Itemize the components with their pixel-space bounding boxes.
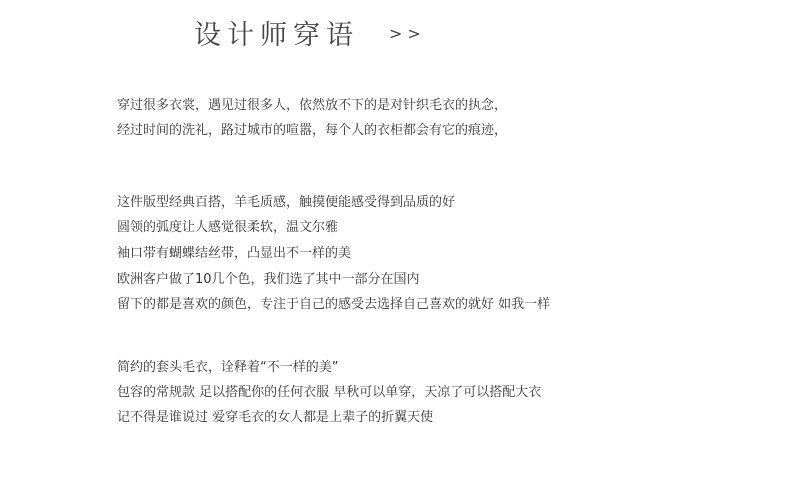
text-line: 经过时间的洗礼，路过城市的喧嚣，每个人的衣柜都会有它的痕迹， <box>117 123 508 138</box>
text-line: 圆领的弧度让人感觉很柔软，温文尔雅 <box>117 220 339 235</box>
text-line: 这件版型经典百搭，羊毛质感，触摸便能感受得到品质的好 <box>117 195 456 210</box>
text-line: 袖口带有蝴蝶结丝带，凸显出不一样的美 <box>117 246 352 261</box>
section-title: 设计师穿语 <box>194 19 359 51</box>
designer-words-header <box>194 14 426 50</box>
text-line: 欧洲客户做了10几个色，我们选了其中一部分在国内 <box>117 272 420 287</box>
text-line: 留下的都是喜欢的颜色，专注于自己的感受去选择自己喜欢的就好 如我一样 <box>117 297 551 312</box>
more-arrows-icon[interactable]: >> <box>389 23 426 43</box>
text-line: 记不得是谁说过 爱穿毛衣的女人都是上辈子的折翼天使 <box>117 410 434 425</box>
text-line: 包容的常规款 足以搭配你的任何衣服 早秋可以单穿，天凉了可以搭配大衣 <box>117 385 542 400</box>
text-line: 简约的套头毛衣，诠释着“不一样的美” <box>117 360 339 375</box>
text-line: 穿过很多衣裳，遇见过很多人，依然放不下的是对针织毛衣的执念， <box>117 98 508 113</box>
